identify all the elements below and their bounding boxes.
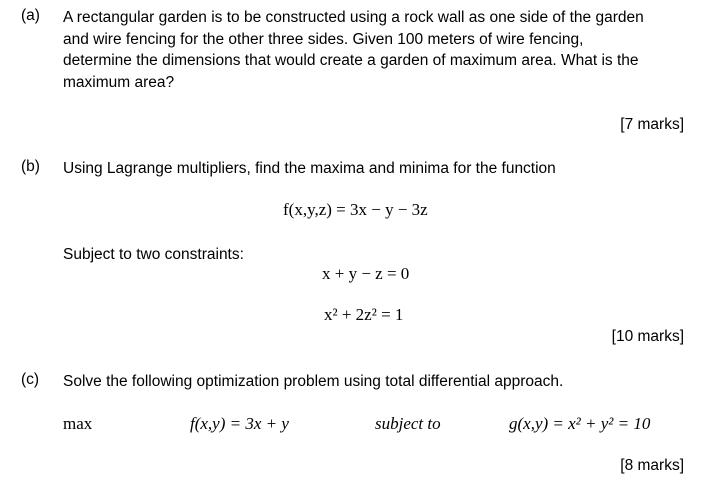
part-b-label: (b) xyxy=(21,158,40,175)
part-c-marks: [8 marks] xyxy=(620,457,684,474)
part-a-marks: [7 marks] xyxy=(620,116,684,133)
part-c-objective: f(x,y) = 3x + y xyxy=(190,414,289,433)
part-c-subject-to: subject to xyxy=(375,414,441,433)
part-a-label: (a) xyxy=(21,7,40,24)
part-a-line: A rectangular garden is to be constructed using a rock wall as one side of the garden xyxy=(63,9,644,26)
part-b-marks: [10 marks] xyxy=(611,328,684,345)
part-a-question xyxy=(63,7,644,93)
part-b-constraint-2: x² + 2z² = 1 xyxy=(324,305,404,324)
part-c-max: max xyxy=(63,414,93,433)
part-c-intro: Solve the following optimization problem using total differential approach. xyxy=(63,373,564,390)
part-a-line: maximum area? xyxy=(63,73,175,91)
part-c-label: (c) xyxy=(21,371,40,388)
part-b-function: f(x,y,z) = 3x − y − 3z xyxy=(283,200,428,219)
part-c-constraint: g(x,y) = x² + y² = 10 xyxy=(509,414,651,433)
part-b-constraint-1: x + y − z = 0 xyxy=(322,264,410,283)
part-b-intro: Using Lagrange multipliers, find the maxima and minima for the function xyxy=(63,160,556,177)
part-a-line: and wire fencing for the other three sides. Given 100 meters of wire fencing, xyxy=(63,30,584,48)
part-b-constraints-label: Subject to two constraints: xyxy=(63,246,244,263)
part-a-line: determine the dimensions that would create a garden of maximum area. What is the xyxy=(63,52,639,69)
